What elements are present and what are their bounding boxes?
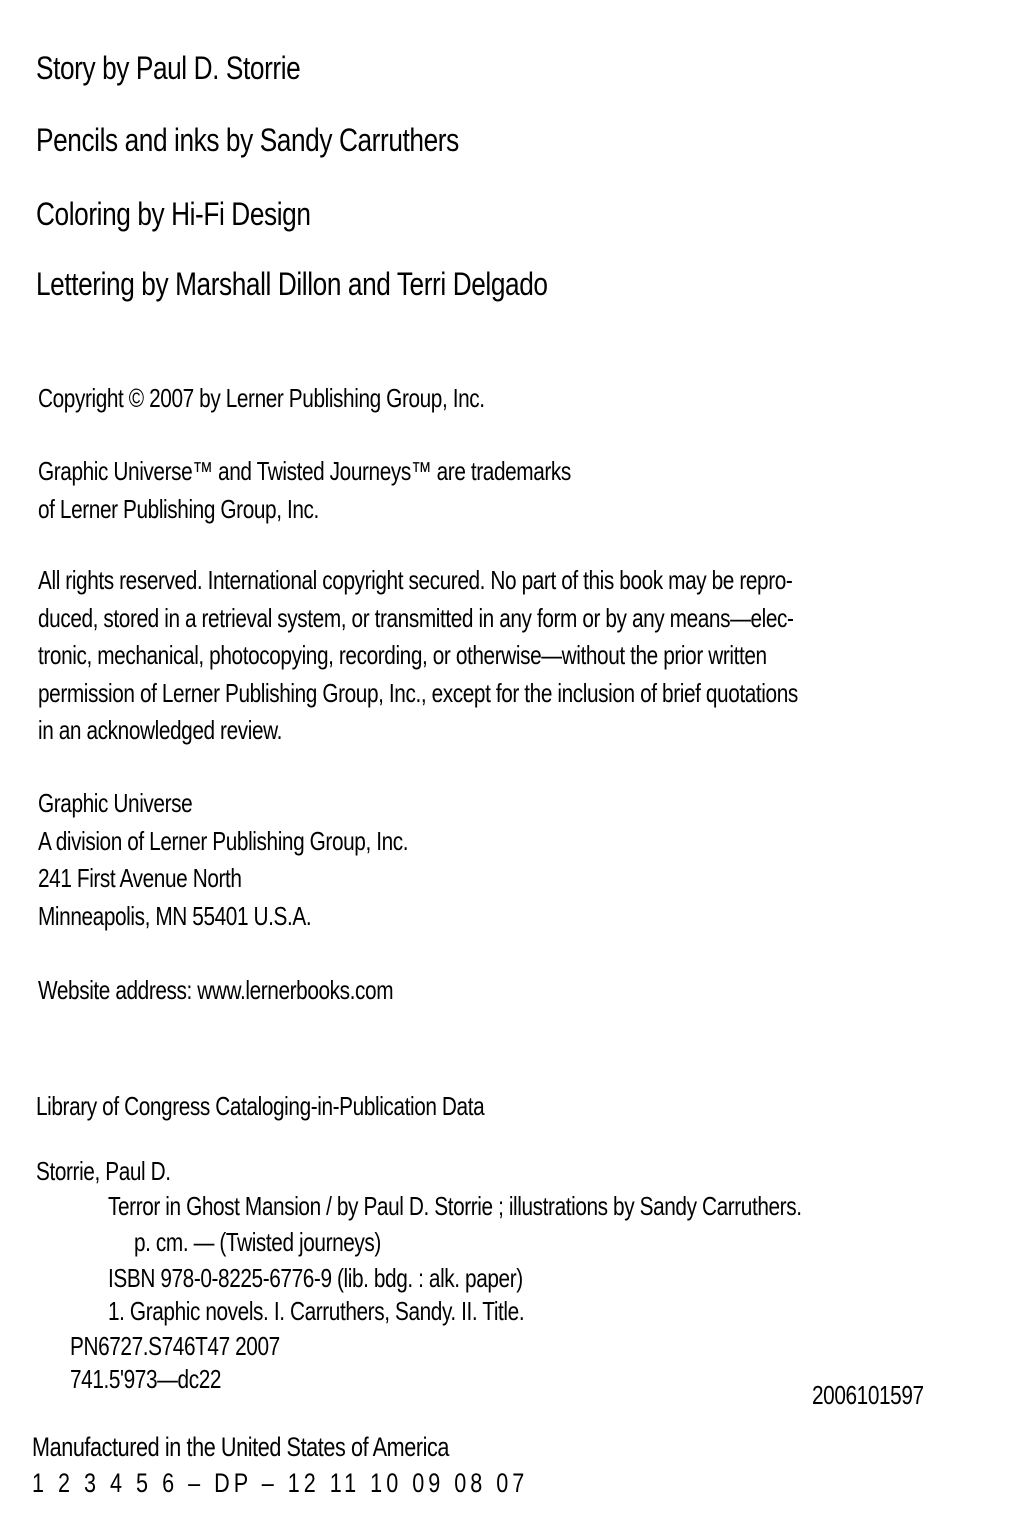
credit-pencils: Pencils and inks by Sandy Carruthers [36, 122, 459, 158]
manufactured-line: Manufactured in the United States of America [32, 1432, 450, 1462]
trademark-line: Graphic Universe™ and Twisted Journeys™ are trademarks [38, 456, 571, 486]
cip-isbn: ISBN 978-0-8225-6776-9 (lib. bdg. : alk. paper) [108, 1263, 523, 1293]
publisher-line: Graphic Universe [38, 788, 193, 818]
trademark-line: of Lerner Publishing Group, Inc. [38, 494, 319, 524]
credit-story: Story by Paul D. Storrie [36, 50, 301, 86]
rights-line: duced, stored in a retrieval system, or transmitted in any form or by any means—elec- [38, 603, 794, 633]
publisher-line: 241 First Avenue North [38, 863, 242, 893]
publisher-line: Minneapolis, MN 55401 U.S.A. [38, 901, 312, 931]
cip-physical: p. cm. — (Twisted journeys) [134, 1227, 381, 1257]
rights-line: tronic, mechanical, photocopying, recording, or otherwise—without the prior written [38, 640, 767, 670]
cip-lc-class: PN6727.S746T47 2007 [70, 1331, 280, 1361]
copyright-notice: Copyright © 2007 by Lerner Publishing Group, Inc. [38, 383, 485, 413]
rights-line: permission of Lerner Publishing Group, Inc., except for the inclusion of brief quotations [38, 678, 798, 708]
rights-line: in an acknowledged review. [38, 715, 282, 745]
credit-coloring: Coloring by Hi-Fi Design [36, 196, 311, 232]
cip-dewey: 741.5'973—dc22 [70, 1364, 222, 1394]
publisher-line: A division of Lerner Publishing Group, Inc. [38, 826, 409, 856]
cip-subjects: 1. Graphic novels. I. Carruthers, Sandy. II. Title. [108, 1296, 525, 1326]
credit-lettering: Lettering by Marshall Dillon and Terri Delgado [36, 266, 548, 302]
cip-heading: Library of Congress Cataloging-in-Publication Data [36, 1091, 485, 1121]
rights-line: All rights reserved. International copyright secured. No part of this book may be repro- [38, 565, 793, 595]
cip-author: Storrie, Paul D. [36, 1156, 171, 1186]
website-address: Website address: www.lernerbooks.com [38, 975, 394, 1005]
print-line: 1 2 3 4 5 6 – DP – 12 11 10 09 08 07 [32, 1468, 529, 1498]
cip-title: Terror in Ghost Mansion / by Paul D. Storrie ; illustrations by Sandy Carruthers. [108, 1191, 802, 1221]
cip-lccn: 2006101597 [812, 1380, 924, 1410]
